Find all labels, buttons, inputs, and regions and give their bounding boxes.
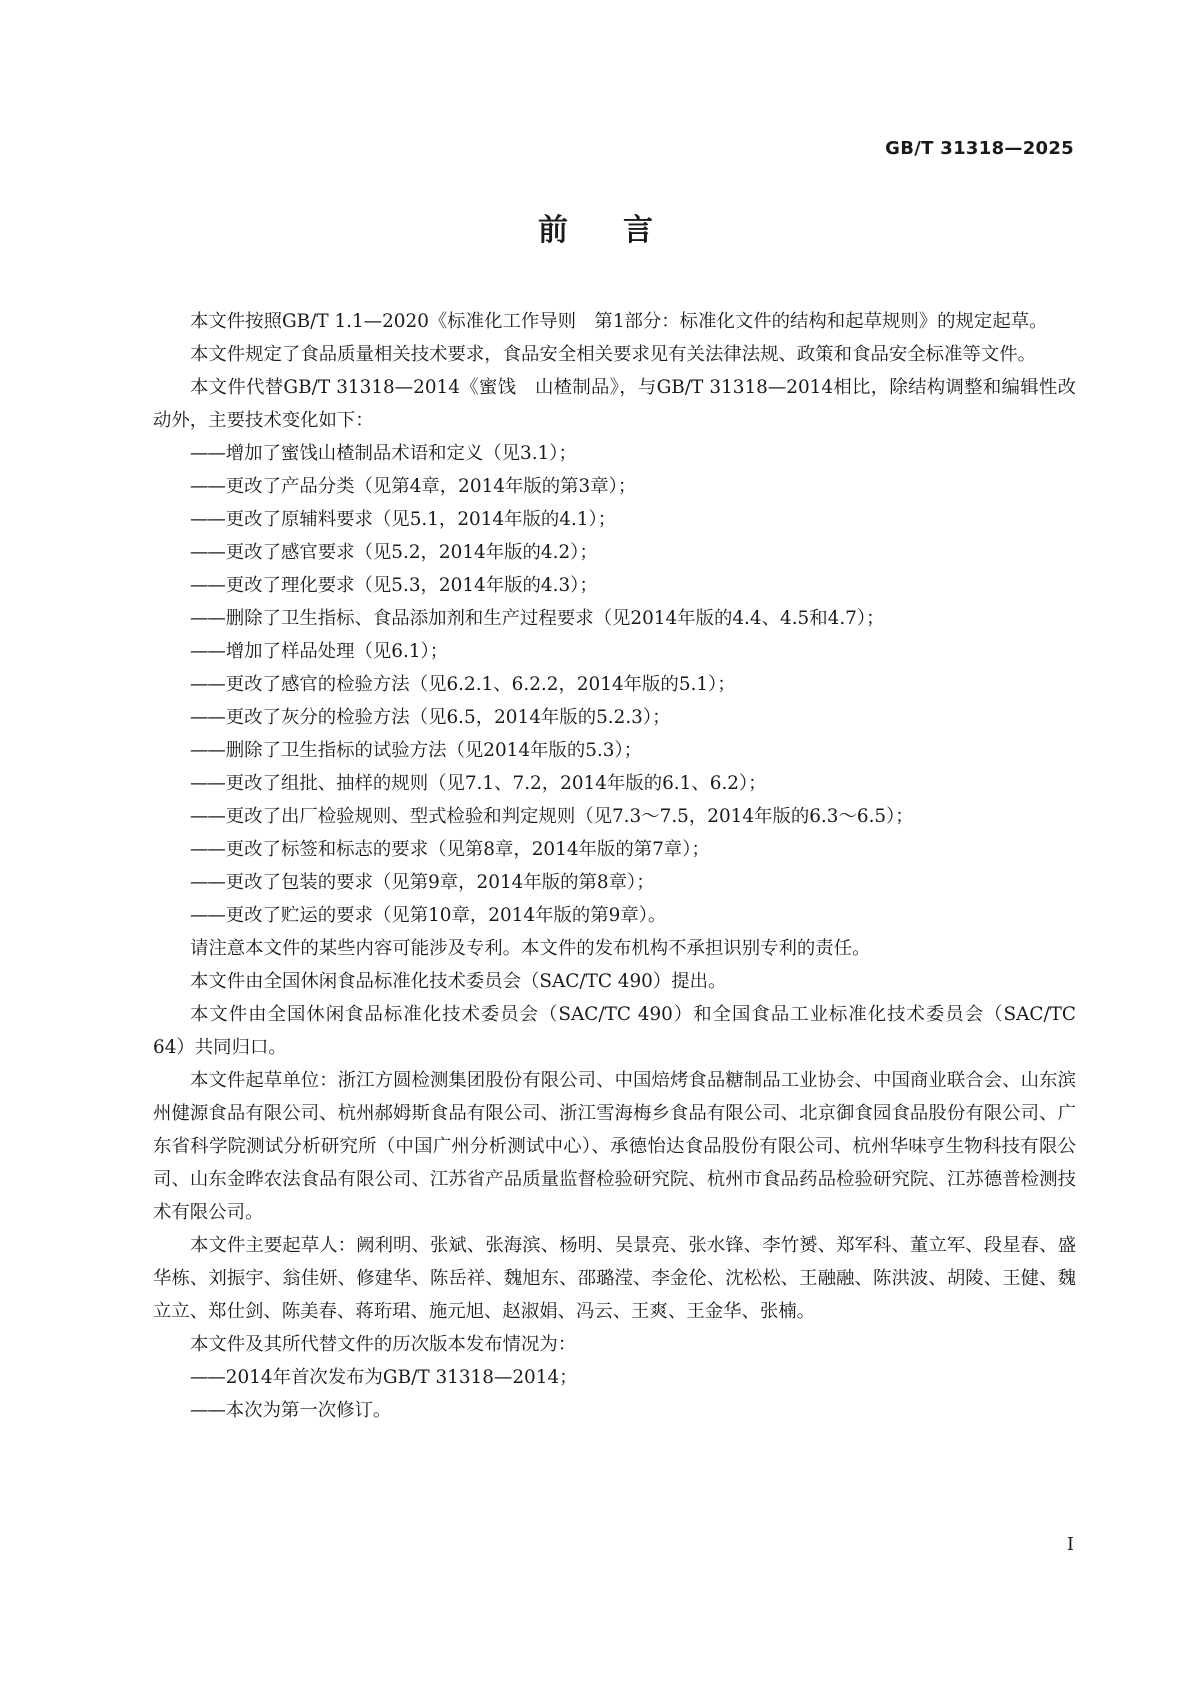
version-history-list bbox=[153, 1361, 1076, 1427]
list-item: —— 更改了灰分的检验方法（见6.5，2014年版的5.2.3）； bbox=[153, 701, 1076, 734]
list-item: —— 更改了感官的检验方法（见6.2.1、6.2.2，2014年版的5.1）； bbox=[153, 668, 1076, 701]
list-item: —— 2014年首次发布为GB/T 31318—2014； bbox=[153, 1361, 1076, 1394]
list-item: —— 更改了贮运的要求（见第10章，2014年版的第9章）。 bbox=[153, 899, 1076, 932]
paragraph: 本文件规定了食品质量相关技术要求，食品安全相关要求见有关法律法规、政策和食品安全标准等文件。 bbox=[190, 344, 1036, 365]
list-item: —— 本次为第一次修订。 bbox=[153, 1394, 1076, 1427]
standard-code: GB/T 31318—2025 bbox=[885, 138, 1074, 159]
paragraph: 本文件由全国休闲食品标准化技术委员会（SAC/TC 490）和全国食品工业标准化技术委员会（SAC/TC 64）共同归口。 bbox=[153, 1004, 1076, 1058]
list-item: —— 增加了蜜饯山楂制品术语和定义（见3.1）； bbox=[153, 437, 1076, 470]
page-title: 前言 bbox=[538, 213, 708, 248]
list-item: —— 删除了卫生指标、食品添加剂和生产过程要求（见2014年版的4.4、4.5和4.7）； bbox=[153, 602, 1076, 635]
list-item: —— 更改了理化要求（见5.3，2014年版的4.3）； bbox=[153, 569, 1076, 602]
list-item: —— 更改了标签和标志的要求（见第8章，2014年版的第7章）； bbox=[153, 833, 1076, 866]
paragraph: 本文件及其所代替文件的历次版本发布情况为： bbox=[190, 1334, 577, 1355]
paragraph: 本文件由全国休闲食品标准化技术委员会（SAC/TC 490）提出。 bbox=[190, 971, 727, 992]
paragraph: 本文件主要起草人：阙利明、张斌、张海滨、杨明、吴景亮、张水锋、李竹赟、郑军科、董立军、段星春、盛华栋、刘振宇、翁佳妍、修建华、陈岳祥、魏旭东、邵璐滢、李金伦、沈松松、王融融、陈洪波、胡陵、王健、魏立立、郑仕剑、陈美春、蒋珩珺、施元旭、赵淑娟、冯云、王爽、王金华、张楠。 bbox=[153, 1235, 1076, 1322]
paragraph: 请注意本文件的某些内容可能涉及专利。本文件的发布机构不承担识别专利的责任。 bbox=[190, 938, 871, 959]
paragraph: 本文件起草单位：浙江方圆检测集团股份有限公司、中国焙烤食品糖制品工业协会、中国商业联合会、山东滨州健源食品有限公司、杭州郝姆斯食品有限公司、浙江雪海梅乡食品有限公司、北京御食园食品股份有限公司、广东省科学院测试分析研究所（中国广州分析测试中心）、承德怡达食品股份有限公司、杭州华味亨生物科技有限公司、山东金晔农法食品有限公司、江苏省产品质量监督检验研究院、杭州市食品药品检验研究院、江苏德普检测技术有限公司。 bbox=[153, 1070, 1076, 1223]
paragraph: 本文件代替GB/T 31318—2014《蜜饯 山楂制品》，与GB/T 31318—2014相比，除结构调整和编辑性改动外，主要技术变化如下： bbox=[153, 377, 1076, 431]
list-item: —— 删除了卫生指标的试验方法（见2014年版的5.3）； bbox=[153, 734, 1076, 767]
list-item: —— 更改了原辅料要求（见5.1，2014年版的4.1）； bbox=[153, 503, 1076, 536]
page-number: I bbox=[1066, 1534, 1074, 1555]
list-item: —— 更改了产品分类（见第4章，2014年版的第3章）； bbox=[153, 470, 1076, 503]
paragraph: 本文件按照GB/T 1.1—2020《标准化工作导则 第1部分：标准化文件的结构和起草规则》的规定起草。 bbox=[190, 311, 1048, 332]
list-item: —— 增加了样品处理（见6.1）； bbox=[153, 635, 1076, 668]
list-item: —— 更改了包装的要求（见第9章，2014年版的第8章）； bbox=[153, 866, 1076, 899]
technical-changes-list bbox=[153, 437, 1076, 932]
list-item: —— 更改了感官要求（见5.2，2014年版的4.2）； bbox=[153, 536, 1076, 569]
list-item: —— 更改了出厂检验规则、型式检验和判定规则（见7.3～7.5，2014年版的6.3～6.5）； bbox=[153, 800, 1076, 833]
foreword-content bbox=[153, 305, 1076, 1427]
list-item: —— 更改了组批、抽样的规则（见7.1、7.2，2014年版的6.1、6.2）； bbox=[153, 767, 1076, 800]
